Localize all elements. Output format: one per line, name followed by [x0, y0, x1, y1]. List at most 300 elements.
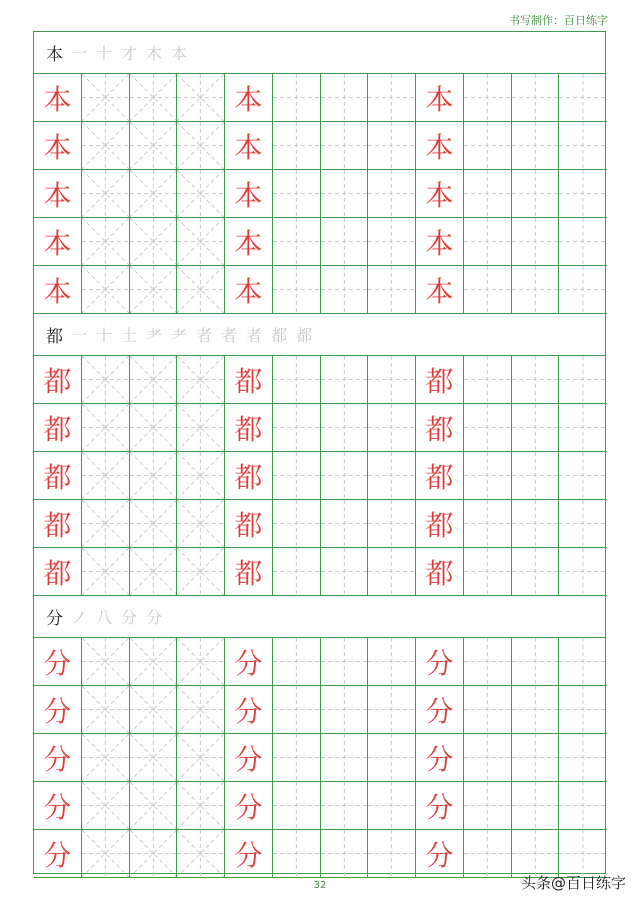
guide-lines [177, 218, 224, 265]
practice-cell [34, 122, 82, 170]
guide-lines [321, 218, 368, 265]
practice-cell [34, 170, 82, 218]
practice-cell [368, 638, 416, 686]
guide-lines [368, 830, 415, 877]
page-number: 32 [313, 880, 327, 891]
practice-cell [321, 830, 369, 878]
practice-row [34, 218, 605, 266]
practice-cell [416, 830, 464, 878]
practice-cell [321, 218, 369, 266]
model-character: 本 [43, 226, 72, 260]
practice-cell [177, 686, 225, 734]
practice-cell [82, 74, 130, 122]
guide-lines [177, 74, 224, 121]
practice-cell [321, 782, 369, 830]
practice-cell [464, 638, 512, 686]
stroke-order-step: 十 [96, 44, 113, 63]
practice-cell [416, 734, 464, 782]
practice-cell [273, 452, 321, 500]
guide-lines [273, 686, 320, 733]
practice-cell [368, 218, 416, 266]
practice-row [34, 782, 605, 830]
guide-lines [464, 500, 511, 547]
practice-cell [34, 734, 82, 782]
guide-lines [512, 686, 559, 733]
practice-cell [130, 452, 178, 500]
model-character: 分 [43, 838, 72, 872]
practice-cell [416, 74, 464, 122]
practice-row [34, 734, 605, 782]
guide-lines [321, 404, 368, 451]
guide-lines [273, 782, 320, 829]
model-character: 本 [234, 82, 263, 116]
practice-cell [130, 356, 178, 404]
practice-cell [559, 548, 607, 596]
practice-cell [225, 782, 273, 830]
guide-lines [177, 122, 224, 169]
guide-lines [177, 830, 224, 877]
practice-cell [464, 782, 512, 830]
guide-lines [368, 734, 415, 781]
practice-cell [321, 500, 369, 548]
guide-lines [82, 356, 129, 403]
model-character: 分 [43, 646, 72, 680]
guide-lines [559, 548, 607, 595]
guide-lines [368, 452, 415, 499]
guide-lines [82, 122, 129, 169]
practice-cell [225, 830, 273, 878]
practice-cell [321, 170, 369, 218]
practice-cell [34, 782, 82, 830]
guide-lines [130, 548, 177, 595]
model-character: 都 [425, 364, 454, 398]
practice-cell [273, 74, 321, 122]
guide-lines [321, 122, 368, 169]
practice-cell [512, 356, 560, 404]
practice-cell [512, 782, 560, 830]
stroke-order-step: 者 [221, 326, 238, 345]
practice-row [34, 638, 605, 686]
practice-cell [512, 404, 560, 452]
practice-cell [177, 266, 225, 314]
model-character: 本 [43, 178, 72, 212]
guide-lines [130, 404, 177, 451]
practice-cell [130, 548, 178, 596]
practice-cell [225, 404, 273, 452]
guide-lines [464, 74, 511, 121]
model-character: 都 [234, 508, 263, 542]
practice-cell [512, 74, 560, 122]
guide-lines [273, 122, 320, 169]
practice-cell [225, 218, 273, 266]
practice-cell [34, 74, 82, 122]
practice-cell [512, 734, 560, 782]
practice-cell [416, 782, 464, 830]
practice-cell [34, 266, 82, 314]
practice-cell [177, 356, 225, 404]
guide-lines [464, 782, 511, 829]
practice-cell [273, 686, 321, 734]
practice-cell [559, 638, 607, 686]
practice-cell [464, 266, 512, 314]
practice-cell [273, 734, 321, 782]
model-character: 分 [234, 742, 263, 776]
model-character: 分 [234, 646, 263, 680]
practice-cell [559, 830, 607, 878]
guide-lines [321, 170, 368, 217]
model-character: 本 [43, 130, 72, 164]
practice-cell [512, 686, 560, 734]
stroke-order-step: 八 [96, 608, 113, 627]
guide-lines [559, 638, 607, 685]
section-character: 分 [46, 609, 63, 629]
practice-cell [512, 452, 560, 500]
practice-cell [34, 830, 82, 878]
practice-cell [130, 404, 178, 452]
practice-cell [177, 452, 225, 500]
practice-cell [177, 782, 225, 830]
guide-lines [177, 452, 224, 499]
practice-cell [416, 638, 464, 686]
guide-lines [321, 74, 368, 121]
practice-cell [273, 218, 321, 266]
practice-cell [177, 500, 225, 548]
practice-cell [464, 122, 512, 170]
guide-lines [321, 686, 368, 733]
practice-cell [225, 356, 273, 404]
practice-cell [368, 830, 416, 878]
maker-credit: 书写制作：百日练字 [509, 14, 608, 27]
section-header [34, 32, 605, 74]
stroke-order-step: 者 [196, 326, 213, 345]
guide-lines [130, 686, 177, 733]
guide-lines [130, 782, 177, 829]
stroke-order-step: 十 [96, 326, 113, 345]
guide-lines [130, 734, 177, 781]
stroke-order-step: 分 [121, 608, 138, 627]
guide-lines [368, 686, 415, 733]
guide-lines [559, 170, 607, 217]
practice-cell [82, 218, 130, 266]
practice-sheet [33, 31, 606, 874]
guide-lines [321, 452, 368, 499]
guide-lines [368, 356, 415, 403]
guide-lines [464, 218, 511, 265]
model-character: 分 [425, 838, 454, 872]
model-character: 分 [234, 838, 263, 872]
practice-cell [273, 548, 321, 596]
practice-cell [82, 500, 130, 548]
guide-lines [464, 686, 511, 733]
model-character: 分 [43, 790, 72, 824]
practice-cell [177, 218, 225, 266]
guide-lines [321, 734, 368, 781]
guide-lines [130, 356, 177, 403]
guide-lines [321, 500, 368, 547]
practice-cell [321, 686, 369, 734]
model-character: 本 [234, 274, 263, 308]
practice-cell [225, 548, 273, 596]
guide-lines [464, 122, 511, 169]
practice-cell [464, 500, 512, 548]
guide-lines [130, 218, 177, 265]
model-character: 本 [43, 274, 72, 308]
guide-lines [177, 638, 224, 685]
guide-lines [368, 74, 415, 121]
guide-lines [130, 122, 177, 169]
practice-cell [273, 266, 321, 314]
practice-row [34, 452, 605, 500]
guide-lines [464, 638, 511, 685]
practice-cell [130, 686, 178, 734]
practice-cell [82, 830, 130, 878]
guide-lines [82, 266, 129, 313]
guide-lines [130, 830, 177, 877]
guide-lines [130, 638, 177, 685]
practice-cell [512, 170, 560, 218]
practice-cell [321, 74, 369, 122]
practice-cell [368, 782, 416, 830]
practice-cell [559, 74, 607, 122]
guide-lines [512, 782, 559, 829]
stroke-order-step: 木 [146, 44, 163, 63]
practice-cell [82, 356, 130, 404]
guide-lines [273, 404, 320, 451]
guide-lines [82, 686, 129, 733]
practice-row [34, 548, 605, 596]
practice-cell [130, 734, 178, 782]
guide-lines [512, 266, 559, 313]
model-character: 本 [234, 178, 263, 212]
model-character: 分 [425, 742, 454, 776]
model-character: 分 [43, 742, 72, 776]
guide-lines [177, 404, 224, 451]
guide-lines [464, 356, 511, 403]
guide-lines [273, 638, 320, 685]
model-character: 都 [425, 412, 454, 446]
practice-cell [225, 734, 273, 782]
practice-cell [512, 830, 560, 878]
guide-lines [512, 74, 559, 121]
practice-cell [416, 452, 464, 500]
guide-lines [512, 452, 559, 499]
guide-lines [559, 734, 607, 781]
guide-lines [464, 266, 511, 313]
practice-cell [464, 686, 512, 734]
guide-lines [82, 74, 129, 121]
guide-lines [82, 782, 129, 829]
stroke-order-step: 一 [71, 44, 88, 63]
stroke-order-step: 一 [71, 326, 88, 345]
practice-cell [321, 122, 369, 170]
practice-cell [225, 74, 273, 122]
practice-cell [130, 266, 178, 314]
guide-lines [177, 686, 224, 733]
guide-lines [512, 734, 559, 781]
practice-row [34, 404, 605, 452]
practice-cell [416, 266, 464, 314]
practice-cell [34, 686, 82, 734]
practice-cell [177, 122, 225, 170]
model-character: 都 [43, 556, 72, 590]
practice-cell [130, 74, 178, 122]
practice-row [34, 686, 605, 734]
guide-lines [177, 734, 224, 781]
practice-row [34, 356, 605, 404]
practice-cell [34, 218, 82, 266]
stroke-order-step: 都 [271, 326, 288, 345]
practice-row [34, 266, 605, 314]
practice-cell [464, 356, 512, 404]
section-header [34, 314, 605, 356]
practice-cell [559, 218, 607, 266]
practice-cell [225, 452, 273, 500]
practice-cell [82, 638, 130, 686]
practice-cell [416, 500, 464, 548]
practice-cell [82, 170, 130, 218]
practice-cell [464, 548, 512, 596]
practice-cell [416, 170, 464, 218]
stroke-order-step: ノ [71, 608, 88, 627]
practice-cell [177, 74, 225, 122]
practice-cell [512, 266, 560, 314]
practice-cell [130, 218, 178, 266]
practice-cell [368, 686, 416, 734]
guide-lines [512, 218, 559, 265]
guide-lines [321, 548, 368, 595]
practice-cell [177, 638, 225, 686]
practice-cell [225, 638, 273, 686]
guide-lines [321, 638, 368, 685]
practice-cell [464, 170, 512, 218]
practice-row [34, 830, 605, 878]
model-character: 本 [425, 82, 454, 116]
guide-lines [464, 170, 511, 217]
guide-lines [82, 404, 129, 451]
model-character: 本 [234, 130, 263, 164]
practice-cell [273, 782, 321, 830]
stroke-order-step: 耂 [146, 326, 163, 345]
guide-lines [82, 548, 129, 595]
practice-cell [130, 782, 178, 830]
practice-cell [225, 500, 273, 548]
guide-lines [321, 782, 368, 829]
guide-lines [273, 500, 320, 547]
practice-cell [416, 548, 464, 596]
practice-cell [416, 218, 464, 266]
practice-cell [512, 218, 560, 266]
stroke-order-step: 本 [171, 44, 188, 63]
guide-lines [273, 266, 320, 313]
practice-cell [464, 218, 512, 266]
guide-lines [82, 638, 129, 685]
guide-lines [559, 500, 607, 547]
stroke-order-step: 土 [121, 326, 138, 345]
practice-cell [559, 782, 607, 830]
model-character: 分 [234, 790, 263, 824]
guide-lines [82, 452, 129, 499]
practice-cell [321, 356, 369, 404]
practice-cell [273, 122, 321, 170]
model-character: 都 [234, 556, 263, 590]
guide-lines [130, 452, 177, 499]
practice-cell [368, 404, 416, 452]
practice-cell [512, 122, 560, 170]
model-character: 分 [425, 790, 454, 824]
practice-cell [559, 734, 607, 782]
guide-lines [273, 830, 320, 877]
practice-cell [321, 404, 369, 452]
stroke-order-step: 都 [296, 326, 313, 345]
guide-lines [177, 356, 224, 403]
guide-lines [273, 170, 320, 217]
guide-lines [82, 170, 129, 217]
guide-lines [130, 266, 177, 313]
guide-lines [464, 734, 511, 781]
practice-cell [464, 452, 512, 500]
practice-cell [130, 830, 178, 878]
practice-cell [368, 266, 416, 314]
guide-lines [368, 638, 415, 685]
guide-lines [368, 266, 415, 313]
practice-row [34, 122, 605, 170]
practice-cell [225, 170, 273, 218]
practice-cell [416, 686, 464, 734]
practice-cell [368, 734, 416, 782]
guide-lines [82, 734, 129, 781]
model-character: 分 [43, 694, 72, 728]
practice-cell [321, 734, 369, 782]
model-character: 都 [234, 460, 263, 494]
practice-row [34, 74, 605, 122]
practice-cell [177, 548, 225, 596]
stroke-order-step: 者 [246, 326, 263, 345]
guide-lines [368, 218, 415, 265]
practice-cell [82, 686, 130, 734]
guide-lines [559, 218, 607, 265]
guide-lines [321, 356, 368, 403]
guide-lines [559, 74, 607, 121]
practice-cell [321, 638, 369, 686]
practice-cell [464, 734, 512, 782]
guide-lines [368, 170, 415, 217]
practice-cell [512, 500, 560, 548]
practice-cell [177, 830, 225, 878]
guide-lines [368, 500, 415, 547]
guide-lines [512, 500, 559, 547]
model-character: 都 [43, 508, 72, 542]
guide-lines [82, 830, 129, 877]
guide-lines [512, 830, 559, 877]
guide-lines [559, 404, 607, 451]
guide-lines [512, 548, 559, 595]
practice-cell [368, 500, 416, 548]
practice-cell [82, 548, 130, 596]
guide-lines [559, 782, 607, 829]
section-character: 本 [46, 45, 63, 65]
model-character: 都 [425, 556, 454, 590]
guide-lines [130, 170, 177, 217]
practice-cell [82, 266, 130, 314]
guide-lines [559, 686, 607, 733]
practice-cell [177, 734, 225, 782]
practice-cell [559, 356, 607, 404]
practice-cell [130, 500, 178, 548]
practice-cell [273, 830, 321, 878]
guide-lines [321, 266, 368, 313]
practice-cell [82, 734, 130, 782]
guide-lines [177, 548, 224, 595]
